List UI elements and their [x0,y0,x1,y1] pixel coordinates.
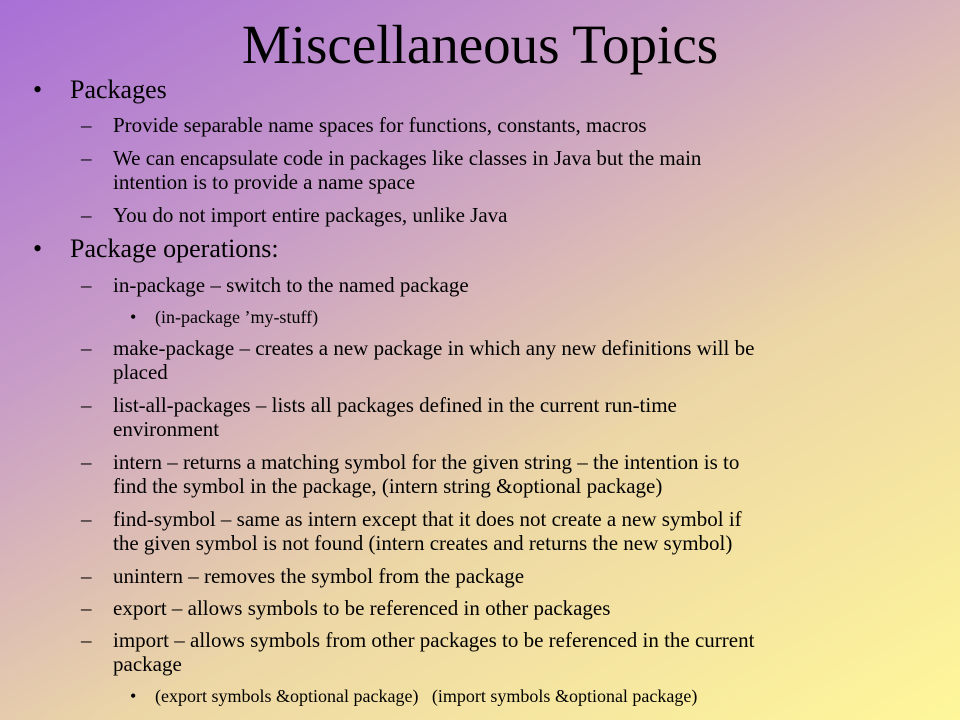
dash-marker: – [81,450,92,474]
slide-title: Miscellaneous Topics [241,14,719,75]
sub-bullet: • [130,307,137,327]
list-item-text: We can encapsulate code in packages like classes in Java but the main [113,146,702,170]
list-item-text-continued: intention is to provide a name space [113,170,416,194]
dash-marker: – [81,507,92,531]
section-bullet: • [33,234,43,263]
list-item-text: import – allows symbols from other packages to be referenced in the current [113,628,755,652]
dash-marker: – [81,273,92,297]
section-heading-packages: Packages [70,75,167,104]
dash-marker: – [81,564,92,588]
list-item-text: list-all-packages – lists all packages defined in the current run-time [113,393,677,417]
section-heading-package-operations: Package operations: [70,234,279,263]
list-item-text: make-package – creates a new package in which any new definitions will be [113,336,755,360]
dash-marker: – [81,336,92,360]
list-item-text-continued: the given symbol is not found (intern creates and returns the new symbol) [113,531,733,555]
sub-list-item-text: (in-package ’my-stuff) [155,307,319,327]
list-item-text: find-symbol – same as intern except that it does not create a new symbol if [113,507,742,531]
section-bullet: • [33,75,43,104]
list-item-text: Provide separable name spaces for functions, constants, macros [113,113,647,137]
list-item-text: intern – returns a matching symbol for the given string – the intention is to [113,450,740,474]
list-item-text: unintern – removes the symbol from the package [113,564,525,588]
list-item-text-continued: environment [113,417,220,441]
list-item-text: in-package – switch to the named package [113,273,469,297]
dash-marker: – [81,393,92,417]
list-item-text: You do not import entire packages, unlike Java [113,203,508,227]
sub-list-item-text: (export symbols &optional package) (import symbols &optional package) [155,686,698,706]
dash-marker: – [81,596,92,620]
list-item-text-continued: placed [113,360,168,384]
list-item-text: export – allows symbols to be referenced in other packages [113,596,611,620]
dash-marker: – [81,146,92,170]
sub-bullet: • [130,686,137,706]
dash-marker: – [81,113,92,137]
list-item-text-continued: find the symbol in the package, (intern string &optional package) [113,474,663,498]
dash-marker: – [81,628,92,652]
dash-marker: – [81,203,92,227]
list-item-text-continued: package [113,652,182,676]
